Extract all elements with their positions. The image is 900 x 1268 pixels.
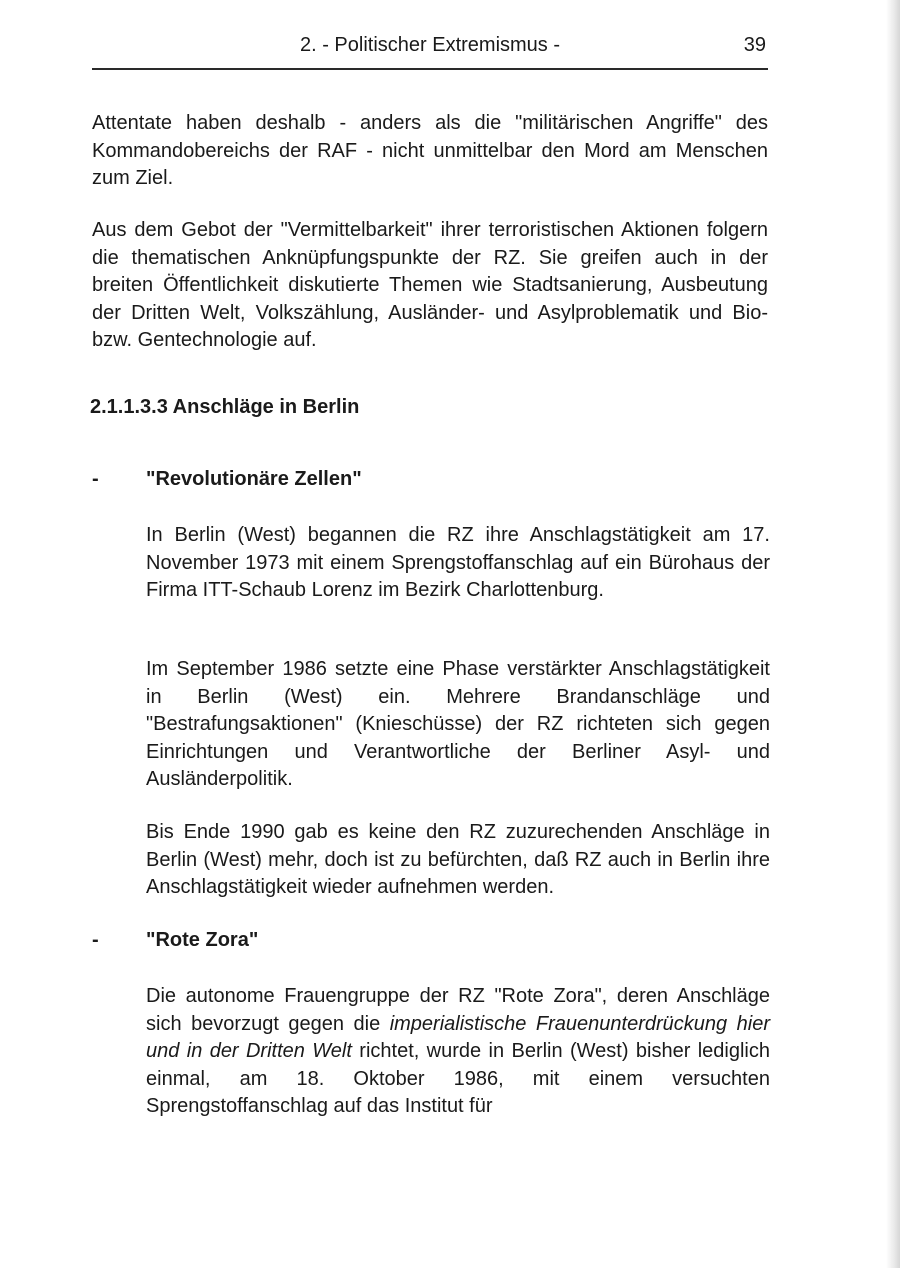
page-edge-shadow (886, 0, 900, 1268)
header-title: 2. - Politischer Extremismus - (299, 34, 561, 56)
paragraph-rz-1973: In Berlin (West) begannen die RZ ihre Anschlagstätigkeit am 17. November 1973 mit einem Sprengstoffanschlag auf ein Bürohaus der Firma ITT-Schaub Lorenz im Bezirk Charlottenburg. (146, 524, 770, 601)
header-rule (92, 68, 768, 70)
paragraph-attentate: Attentate haben deshalb - anders als die "militärischen Angriffe" des Kommandobereichs der RAF - nicht unmittelbar den Mord am Menschen zum Ziel. (92, 112, 768, 189)
paragraph-rote-zora (146, 983, 770, 1121)
paragraph-vermittelbarkeit: Aus dem Gebot der "Vermittelbarkeit" ihrer terroristischen Aktionen folgern die thematischen Anknüpfungspunkte der RZ. Sie greifen auch in der breiten Öffentlichkeit diskutierte Themen wie Stadtsanierung, Ausbeutung der Dritten Welt, Volkszählung, Ausländer- und Asylproblematik und Bio- bzw. Gentechnologie auf. (92, 219, 768, 351)
page-number: 39 (743, 34, 766, 56)
paragraph-rz-1990: Bis Ende 1990 gab es keine den RZ zuzurechenden Anschläge in Berlin (West) mehr, doch ist zu befürchten, daß RZ auch in Berlin ihre Anschlagstätigkeit wieder aufnehmen werden. (146, 821, 770, 898)
paragraph-rote-zora-start: Die autonome Frauengruppe der RZ "Rote Zora", deren Anschläge sich bevorzugt gegen die (146, 985, 770, 1035)
running-header (92, 30, 768, 66)
subheading-rote-zora: "Rote Zora" (146, 929, 259, 951)
subheading-revolutionaere-zellen: "Revolutionäre Zellen" (146, 468, 362, 490)
bullet-rz: - (92, 468, 99, 490)
paragraph-rote-zora-italic: imperialistische Frauenunterdrückung hier und in der Dritten Welt (146, 1012, 770, 1062)
section-heading: 2.1.1.3.3 Anschläge in Berlin (90, 396, 360, 418)
paragraph-rz-1986: Im September 1986 setzte eine Phase verstärkter Anschlagstätigkeit in Berlin (West) ein. Mehrere Brandanschläge und "Bestrafungsaktionen" (Knieschüsse) der RZ richteten sich gegen Einrichtungen und Verantwortliche der Berliner Asyl- und Ausländerpolitik. (146, 658, 770, 790)
bullet-zora: - (92, 929, 99, 951)
paragraph-rote-zora-end: richtet, wurde in Berlin (West) bisher lediglich einmal, am 18. Oktober 1986, mit einem versuchten Sprengstoffanschlag auf das Institut für (146, 1040, 770, 1117)
